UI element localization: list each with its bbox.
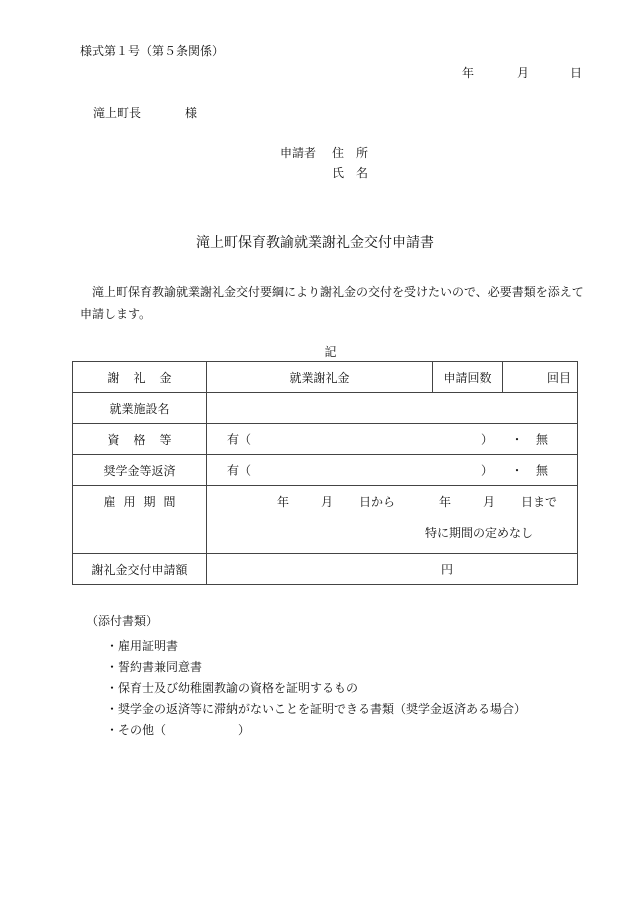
table-row — [73, 393, 578, 424]
employment-period-label: 雇用期間 — [73, 486, 207, 554]
table-row — [73, 486, 578, 554]
scholarship-label: 奨学金等返済 — [73, 455, 207, 486]
period-start-day: 日から — [359, 495, 396, 509]
facility-name-label: 就業施設名 — [73, 393, 207, 424]
count-unit: 回目 — [546, 370, 571, 385]
ki-label: 記 — [324, 345, 337, 359]
body-text: 滝上町保育教諭就業謝礼金交付要綱により謝礼金の交付を受けたいので、必要書類を添えて申請します。 — [80, 285, 584, 321]
qualification-dot: ・ — [511, 432, 524, 447]
list-item: ・その他（ ） — [106, 723, 251, 737]
requested-amount-label: 謝礼金交付申請額 — [73, 554, 207, 585]
honorific: 様 — [185, 106, 198, 120]
yen-unit: 円 — [441, 562, 454, 577]
facility-name-field[interactable] — [207, 393, 578, 424]
applicant-label: 申請者 — [280, 146, 317, 160]
qualification-close: ） — [481, 432, 494, 447]
scholarship-no[interactable]: 無 — [536, 463, 549, 478]
period-start-year: 年 — [277, 495, 290, 509]
table-row — [73, 455, 578, 486]
applicant-address-label: 住 所 — [332, 146, 369, 160]
requested-amount-field[interactable] — [207, 554, 578, 585]
list-item: ・保育士及び幼稚園教諭の資格を証明するもの — [106, 681, 359, 695]
scholarship-close: ） — [481, 463, 494, 478]
table-row — [73, 554, 578, 585]
table-row — [73, 424, 578, 455]
addressee-name: 滝上町長 — [93, 106, 142, 120]
list-item: ・誓約書兼同意書 — [106, 660, 203, 674]
no-fixed-period[interactable]: 特に期間の定めなし — [425, 526, 534, 540]
date-day: 日 — [570, 66, 583, 80]
application-count-label: 申請回数 — [433, 362, 503, 393]
qualification-no[interactable]: 無 — [536, 432, 549, 447]
attachments-title: （添付書類） — [86, 614, 159, 628]
honorarium-label: 謝礼金 — [73, 362, 207, 393]
scholarship-yes[interactable]: 有（ — [227, 463, 252, 478]
scholarship-dot: ・ — [511, 463, 524, 478]
addressee — [93, 104, 197, 121]
list-item: ・雇用証明書 — [106, 639, 179, 653]
table-row — [73, 362, 578, 393]
attachments-list — [106, 636, 526, 741]
period-start-month: 月 — [321, 495, 334, 509]
scholarship-field[interactable] — [207, 455, 578, 486]
form-number: 様式第１号（第５条関係） — [80, 44, 225, 58]
applicant-address-line — [280, 144, 368, 161]
date-month: 月 — [517, 66, 530, 80]
period-end-day: 日まで — [521, 495, 558, 509]
application-table — [72, 361, 578, 585]
period-end-month: 月 — [483, 495, 496, 509]
qualification-label: 資格等 — [73, 424, 207, 455]
date-year: 年 — [462, 66, 475, 80]
application-count-field[interactable] — [503, 362, 578, 393]
applicant-name-label: 氏 名 — [332, 166, 369, 180]
honorarium-value: 就業謝礼金 — [207, 362, 433, 393]
period-end-year: 年 — [439, 495, 452, 509]
employment-period-field[interactable] — [207, 486, 578, 554]
qualification-field[interactable] — [207, 424, 578, 455]
document-title: 滝上町保育教諭就業謝礼金交付申請書 — [196, 235, 434, 251]
list-item: ・奨学金の返済等に滞納がないことを証明できる書類（奨学金返済ある場合） — [106, 702, 527, 716]
qualification-yes[interactable]: 有（ — [227, 432, 252, 447]
